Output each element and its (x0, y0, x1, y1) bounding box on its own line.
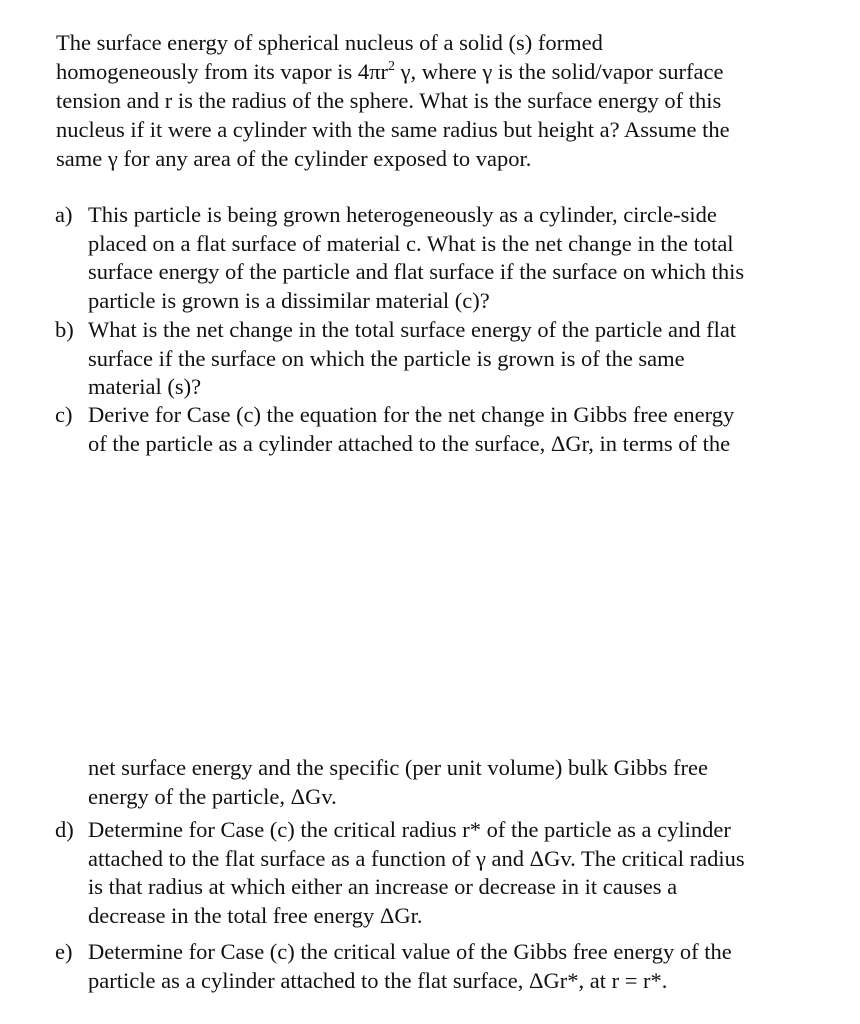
list-marker: a) (55, 202, 73, 227)
item-line: is that radius at which either an increase or decrease in it causes a (88, 874, 678, 899)
item-line: particle is grown is a dissimilar material (c)? (88, 287, 490, 313)
item-text (88, 816, 828, 930)
intro-text: γ, where γ is the solid/vapor surface (394, 59, 724, 84)
item-line: surface if the surface on which the particle is grown is of the same (88, 345, 685, 371)
list-marker: e) (55, 939, 73, 964)
item-line: Derive for Case (c) the equation for the net change in Gibbs free energy (88, 402, 735, 427)
item-line: placed on a flat surface of material c. What is the net change in the total (88, 230, 734, 256)
item-line: Determine for Case (c) the critical radius r* of the particle as a cylinder (88, 817, 731, 842)
item-line: of the particle as a cylinder attached to the surface, ΔGr, in terms of the (88, 430, 731, 456)
item-line: energy of the particle, ΔGv. (88, 783, 337, 809)
item-text (88, 201, 828, 315)
item-line: What is the net change in the total surface energy of the particle and flat (88, 317, 737, 342)
item-line: attached to the flat surface as a function of γ and ΔGv. The critical radius (88, 845, 745, 871)
item-line: net surface energy and the specific (per unit volume) bulk Gibbs free (88, 755, 708, 780)
intro-line (56, 57, 816, 86)
list-marker: c) (55, 402, 73, 427)
item-line: decrease in the total free energy ΔGr. (88, 902, 423, 928)
list-marker: b) (55, 317, 74, 342)
item-text (88, 316, 828, 402)
item-text (88, 754, 858, 811)
intro-line: tension and r is the radius of the sphere. What is the surface energy of this (56, 88, 722, 113)
list-item-c-continued (88, 754, 858, 811)
intro-line: same γ for any area of the cylinder exposed to vapor. (56, 146, 532, 171)
item-line: This particle is being grown heterogeneously as a cylinder, circle-side (88, 202, 717, 227)
item-line: surface energy of the particle and flat surface if the surface on which this (88, 259, 745, 284)
item-line: Determine for Case (c) the critical value of the Gibbs free energy of the (88, 939, 732, 964)
item-text (88, 401, 828, 458)
intro-line: nucleus if it were a cylinder with the same radius but height a? Assume the (56, 117, 730, 142)
intro-text: homogeneously from its vapor is 4πr (56, 59, 388, 84)
item-text (88, 938, 828, 995)
list-marker: d) (55, 817, 74, 842)
item-line: material (s)? (88, 374, 202, 399)
superscript: 2 (387, 58, 395, 74)
intro-line: The surface energy of spherical nucleus of a solid (s) formed (56, 30, 603, 55)
intro-paragraph (56, 28, 816, 173)
item-line: particle as a cylinder attached to the flat surface, ΔGr*, at r = r*. (88, 967, 668, 993)
